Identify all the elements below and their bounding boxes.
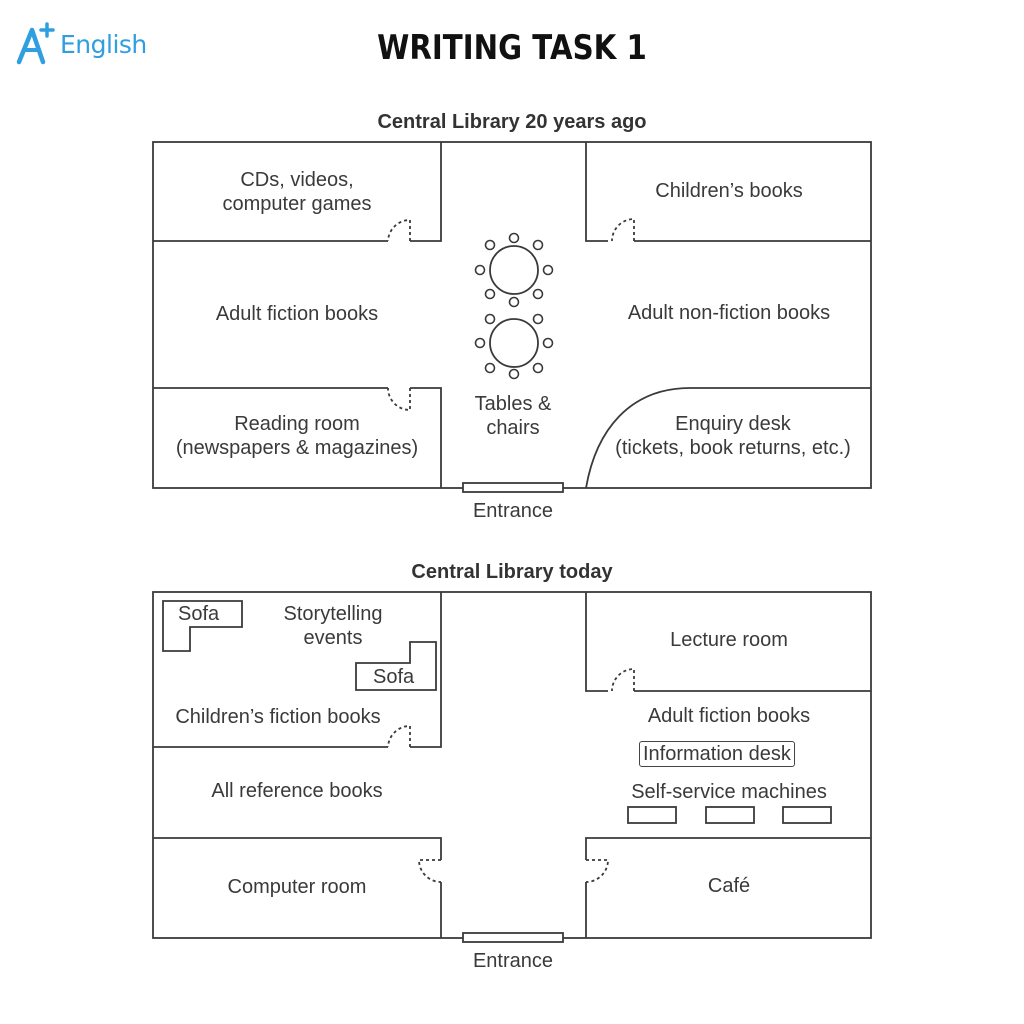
room-reference: All reference books bbox=[211, 780, 383, 802]
room-media: CDs, videos, computer games bbox=[222, 169, 372, 215]
entrance-label: Entrance bbox=[472, 500, 554, 522]
past-floor-plan bbox=[0, 130, 1024, 550]
chairs bbox=[476, 234, 553, 379]
past-plan-drawing bbox=[0, 130, 1024, 530]
room-lecture: Lecture room bbox=[670, 629, 788, 651]
room-adult-fiction-today: Adult fiction books bbox=[647, 705, 811, 727]
storytelling-events-label: Storytelling events bbox=[283, 603, 383, 649]
past-plan-title: Central Library 20 years ago bbox=[377, 111, 647, 133]
room-computer: Computer room bbox=[227, 876, 367, 898]
room-adult-nonfiction: Adult non-fiction books bbox=[627, 302, 831, 324]
room-childrens-fiction: Children’s fiction books bbox=[175, 706, 381, 728]
page-title: WRITING TASK 1 bbox=[377, 28, 647, 68]
today-plan-title: Central Library today bbox=[411, 561, 613, 583]
self-service-machines-label: Self-service machines bbox=[631, 781, 827, 803]
room-enquiry-desk: Enquiry desk (tickets, book returns, etc.) bbox=[615, 413, 851, 459]
today-floor-plan bbox=[0, 580, 1024, 1000]
sofa-label-1: Sofa bbox=[178, 603, 220, 625]
room-cafe: Café bbox=[707, 875, 751, 897]
brand-name: English bbox=[60, 29, 147, 59]
sofa-label-2: Sofa bbox=[373, 666, 415, 688]
room-adult-fiction: Adult fiction books bbox=[215, 303, 379, 325]
information-desk: Information desk bbox=[639, 741, 795, 767]
tables-and-chairs-label: Tables & chairs bbox=[474, 393, 552, 439]
entrance-label-today: Entrance bbox=[472, 950, 554, 972]
room-reading: Reading room (newspapers & magazines) bbox=[175, 413, 419, 459]
room-childrens-books: Children’s books bbox=[655, 180, 803, 202]
a-plus-logo-icon bbox=[16, 22, 56, 66]
today-plan-drawing bbox=[0, 580, 1024, 980]
